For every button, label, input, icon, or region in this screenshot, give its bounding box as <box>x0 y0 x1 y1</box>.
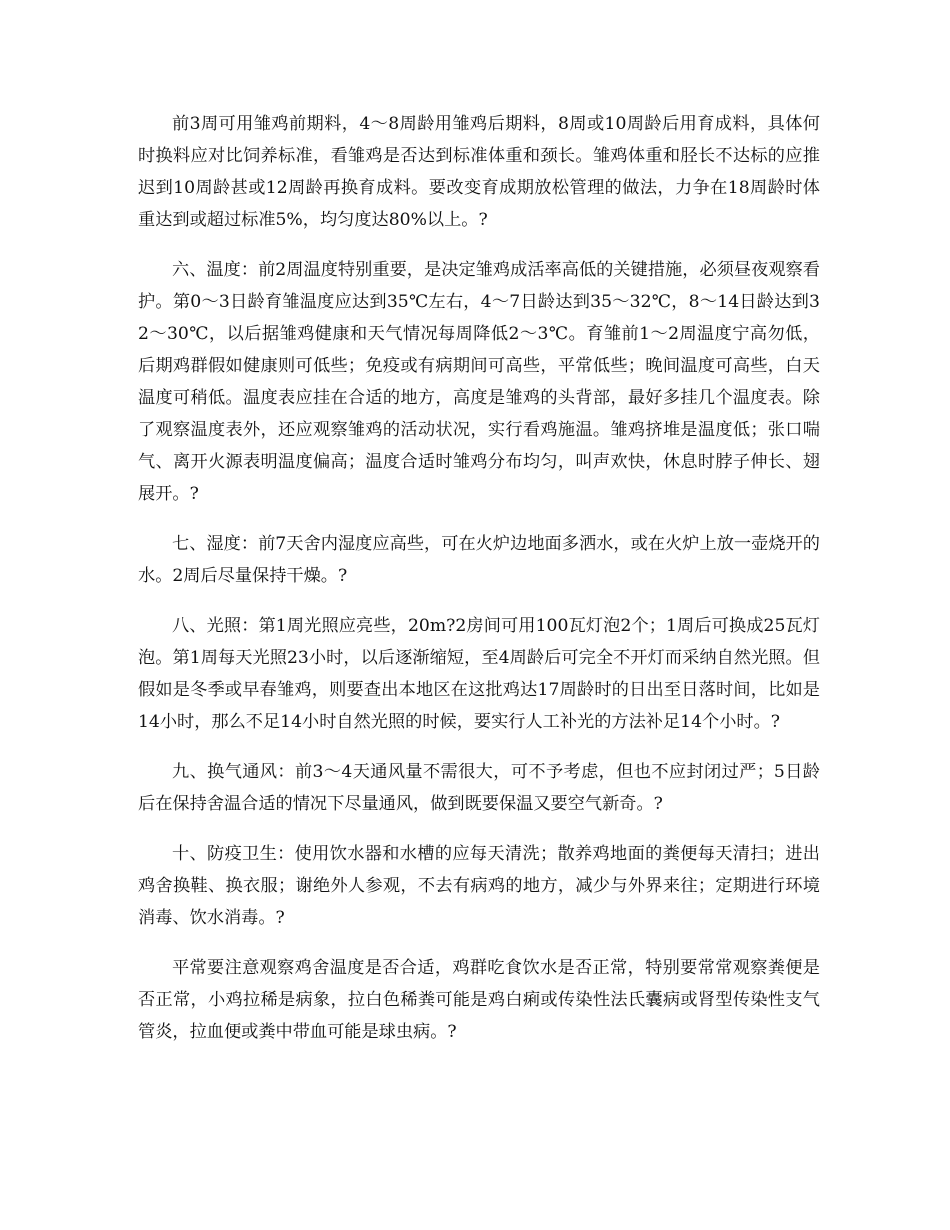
paragraph-temperature: 六、温度：前2周温度特别重要，是决定雏鸡成活率高低的关键措施，必须昼夜观察看护。第0～3日龄育雏温度应达到35℃左右，4～7日龄达到35～32℃，8～14日龄达到32～30℃，以后据雏鸡健康和天气情况每周降低2～3℃。育雏前1～2周温度宁高勿低，后期鸡群假如健康则可低些；免疫或有病期间可高些，平常低些；晚间温度可高些，白天温度可稍低。温度表应挂在合适的地方，高度是雏鸡的头背部，最好多挂几个温度表。除了观察温度表外，还应观察雏鸡的活动状况，实行看鸡施温。雏鸡挤堆是温度低；张口喘气、离开火源表明温度偏高；温度合适时雏鸡分布均匀，叫声欢快，休息时脖子伸长、翅展开。? <box>138 260 820 504</box>
paragraph-hygiene: 十、防疫卫生：使用饮水器和水槽的应每天清洗；散养鸡地面的粪便每天清扫；进出鸡舍换鞋、换衣服；谢绝外人参观，不去有病鸡的地方，减少与外界来往；定期进行环境消毒、饮水消毒。? <box>138 844 820 928</box>
paragraph-observation: 平常要注意观察鸡舍温度是否合适，鸡群吃食饮水是否正常，特别要常常观察粪便是否正常，小鸡拉稀是病象，拉白色稀粪可能是鸡白痢或传染性法氏囊病或肾型传染性支气管炎，拉血便或粪中带血可能是球虫病。? <box>138 958 820 1042</box>
paragraph-ventilation: 九、换气通风：前3～4天通风量不需很大，可不予考虑，但也不应封闭过严；5日龄后在保持舍温合适的情况下尽量通风，做到既要保温又要空气新奇。? <box>138 762 820 814</box>
document-body <box>138 108 820 1066</box>
paragraph-lighting: 八、光照：第1周光照应亮些，20m?2房间可用100瓦灯泡2个；1周后可换成25瓦灯泡。第1周每天光照23小时，以后逐渐缩短，至4周龄后可完全不开灯而采纳自然光照。但假如是冬季或早春雏鸡，则要查出本地区在这批鸡达17周龄时的日出至日落时间，比如是14小时，那么不足14小时自然光照的时候，要实行人工补光的方法补足14个小时。? <box>138 616 820 732</box>
paragraph-humidity: 七、湿度：前7天舍内湿度应高些，可在火炉边地面多洒水，或在火炉上放一壶烧开的水。2周后尽量保持干燥。? <box>138 534 820 586</box>
paragraph-feed-schedule: 前3周可用雏鸡前期料，4～8周龄用雏鸡后期料，8周或10周龄后用育成料，具体何时换料应对比饲养标准，看雏鸡是否达到标准体重和颈长。雏鸡体重和胫长不达标的应推迟到10周龄甚或12周龄再换育成料。要改变育成期放松管理的做法，力争在18周龄时体重达到或超过标准5%，均匀度达80%以上。? <box>138 114 820 230</box>
